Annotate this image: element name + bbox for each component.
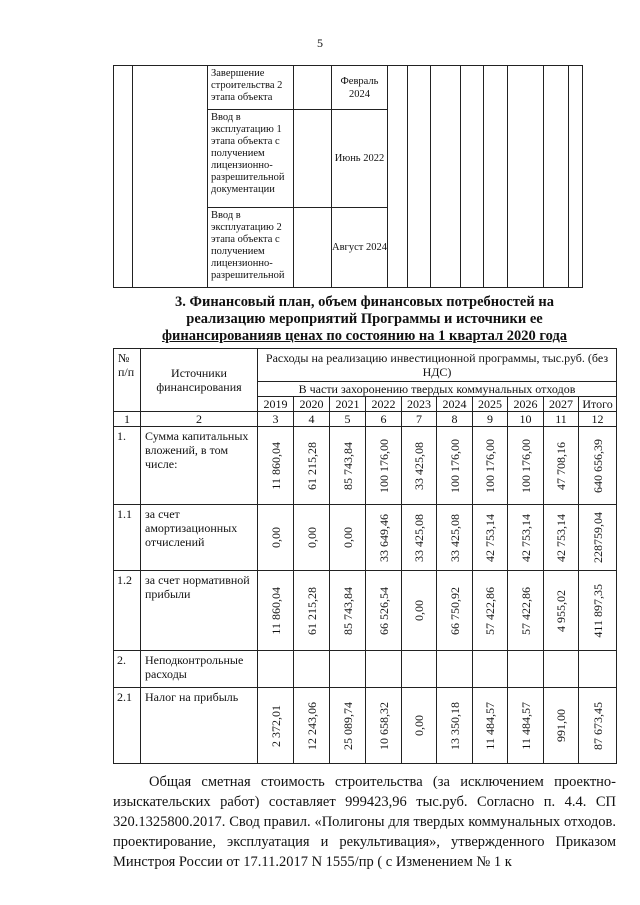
column-number: 1 [114, 412, 141, 427]
value-text: 33 649,46 [376, 513, 391, 562]
value-cell [579, 427, 617, 505]
value-text: 0,00 [412, 600, 426, 621]
table-row [114, 66, 583, 110]
column-number: 12 [579, 412, 617, 427]
milestone-date: Июнь 2022 [332, 110, 388, 208]
value-text: 11 860,04 [268, 441, 283, 490]
year-header: 2026 [508, 397, 544, 412]
schedule-table-continuation [113, 65, 583, 288]
value-cell [366, 688, 402, 764]
value-cell [402, 427, 437, 505]
value-cell [437, 688, 473, 764]
value-cell [366, 571, 402, 651]
value-text: 61 215,28 [304, 586, 319, 635]
value-cell [473, 688, 508, 764]
value-text: 11 484,57 [483, 701, 497, 750]
value-cell [544, 505, 579, 571]
column-number: 4 [294, 412, 330, 427]
value-cell [508, 427, 544, 505]
value-cell [258, 651, 294, 688]
value-cell [330, 505, 366, 571]
row-source: за счет нормативной прибыли [141, 571, 258, 651]
value-cell [330, 571, 366, 651]
row-source: Неподконтрольные расходы [141, 651, 258, 688]
value-cell [402, 571, 437, 651]
year-header: 2021 [330, 397, 366, 412]
value-cell [437, 427, 473, 505]
year-header: 2027 [544, 397, 579, 412]
value-text: 33 425,08 [412, 441, 426, 490]
header-source: Источники финансирования [141, 349, 258, 412]
value-cell [330, 651, 366, 688]
year-header: 2020 [294, 397, 330, 412]
table-row [114, 427, 617, 505]
value-text: 100 176,00 [483, 438, 497, 493]
title-line: финансированияв ценах по состоянию на 1 квартал 2020 года [161, 328, 568, 344]
value-text: 100 176,00 [447, 438, 462, 493]
value-text: 2 372,01 [268, 704, 283, 747]
table-row [114, 571, 617, 651]
value-cell [473, 571, 508, 651]
year-header: 2023 [402, 397, 437, 412]
row-number: 2. [114, 651, 141, 688]
value-cell [294, 651, 330, 688]
title-line: реализацию мероприятий Программы и источники ее [186, 311, 543, 327]
row-source: Налог на прибыль [141, 688, 258, 764]
table-row [114, 688, 617, 764]
column-number: 9 [473, 412, 508, 427]
finance-table [113, 348, 617, 764]
value-cell [330, 427, 366, 505]
row-number: 1.1 [114, 505, 141, 571]
row-number: 1.2 [114, 571, 141, 651]
value-cell [437, 651, 473, 688]
value-cell [579, 571, 617, 651]
value-cell [544, 571, 579, 651]
value-cell [366, 651, 402, 688]
value-text: 0,00 [268, 527, 283, 548]
value-text: 42 753,14 [483, 513, 497, 562]
value-cell [508, 505, 544, 571]
value-cell [579, 688, 617, 764]
paragraph-text: Общая сметная стоимость строительства (за исключением проектно-изыскательских работ) составляет 999423,96 тыс.руб. Согласно п. 4.4. СП 320.1325800.2017. Свод правил. «Полигоны для твердых коммунальных отходов. проектирование, эксплуатация и рекультивация», утвержденного Приказом Минстроя России от 17.11.2017 N 1555/пр ( с Изменением № 1 к [113, 774, 616, 870]
value-text: 47 708,16 [554, 441, 568, 490]
value-cell [294, 571, 330, 651]
value-cell [473, 505, 508, 571]
value-cell [366, 427, 402, 505]
year-header: Итого [579, 397, 617, 412]
table-row [114, 651, 617, 688]
value-text: 11 484,57 [518, 701, 533, 750]
value-text: 85 743,84 [340, 586, 355, 635]
value-text: 411 897,35 [590, 583, 605, 638]
value-cell [508, 651, 544, 688]
value-cell [294, 505, 330, 571]
milestone-event: Завершение строительства 2 этапа объекта [208, 66, 294, 110]
value-cell [473, 651, 508, 688]
table-row [114, 505, 617, 571]
value-text: 0,00 [340, 527, 355, 548]
milestone-date: Февраль 2024 [332, 66, 388, 110]
value-cell [402, 505, 437, 571]
value-cell [437, 571, 473, 651]
value-cell [508, 571, 544, 651]
page-number: 5 [317, 36, 323, 50]
value-cell [258, 688, 294, 764]
value-text: 57 422,86 [518, 586, 533, 635]
row-source: за счет амортизационных отчислений [141, 505, 258, 571]
row-number: 2.1 [114, 688, 141, 764]
value-cell [579, 651, 617, 688]
body-paragraph [113, 772, 616, 872]
column-number: 2 [141, 412, 258, 427]
value-cell [437, 505, 473, 571]
column-number: 3 [258, 412, 294, 427]
milestone-date: Август 2024 [332, 208, 388, 288]
year-header: 2025 [473, 397, 508, 412]
value-cell [544, 427, 579, 505]
value-cell [508, 688, 544, 764]
value-text: 12 243,06 [304, 701, 319, 750]
value-cell [294, 688, 330, 764]
value-text: 0,00 [412, 715, 426, 736]
value-text: 42 753,14 [554, 513, 568, 562]
value-text: 640 656,39 [590, 438, 605, 493]
title-line: 3. Финансовый план, объем финансовых потребностей на [175, 294, 554, 310]
value-text: 100 176,00 [376, 438, 391, 493]
year-header: 2019 [258, 397, 294, 412]
year-header: 2022 [366, 397, 402, 412]
column-number: 7 [402, 412, 437, 427]
column-number: 6 [366, 412, 402, 427]
value-cell [258, 571, 294, 651]
value-cell [330, 688, 366, 764]
row-source: Сумма капитальных вложений, в том числе: [141, 427, 258, 505]
value-text: 0,00 [304, 527, 319, 548]
value-cell [402, 651, 437, 688]
value-text: 4 955,02 [554, 589, 568, 632]
value-text: 33 425,08 [412, 513, 426, 562]
year-header: 2024 [437, 397, 473, 412]
value-text: 66 750,92 [447, 586, 462, 635]
column-number: 8 [437, 412, 473, 427]
value-cell [402, 688, 437, 764]
value-text: 57 422,86 [483, 586, 497, 635]
value-text: 66 526,54 [376, 586, 391, 635]
value-text: 25 089,74 [340, 701, 355, 750]
value-text: 33 425,08 [447, 513, 462, 562]
section-title [113, 294, 616, 345]
value-cell [579, 505, 617, 571]
column-number: 5 [330, 412, 366, 427]
value-cell [544, 651, 579, 688]
value-text: 10 658,32 [376, 701, 391, 750]
value-text: 42 753,14 [518, 513, 533, 562]
value-cell [294, 427, 330, 505]
value-cell [258, 427, 294, 505]
column-number: 10 [508, 412, 544, 427]
value-text: 85 743,84 [340, 441, 355, 490]
value-text: 991,00 [554, 709, 568, 742]
value-cell [366, 505, 402, 571]
row-number: 1. [114, 427, 141, 505]
milestone-event: Ввод в эксплуатацию 2 этапа объекта с получением лицензионно-разрешительной [208, 208, 294, 288]
header-part: В части захоронению твердых коммунальных отходов [258, 382, 617, 397]
value-text: 61 215,28 [304, 441, 319, 490]
milestone-event: Ввод в эксплуатацию 1 этапа объекта с получением лицензионно-разрешительной документации [208, 110, 294, 208]
value-text: 100 176,00 [518, 438, 533, 493]
value-text: 13 350,18 [447, 701, 462, 750]
header-expenses: Расходы на реализацию инвестиционной программы, тыс.руб. (без НДС) [258, 349, 617, 382]
value-text: 87 673,45 [590, 701, 605, 750]
header-no: № п/п [114, 349, 141, 412]
value-text: 11 860,04 [268, 586, 283, 635]
value-cell [473, 427, 508, 505]
value-cell [544, 688, 579, 764]
column-number: 11 [544, 412, 579, 427]
value-text: 228759,04 [590, 512, 605, 563]
value-cell [258, 505, 294, 571]
